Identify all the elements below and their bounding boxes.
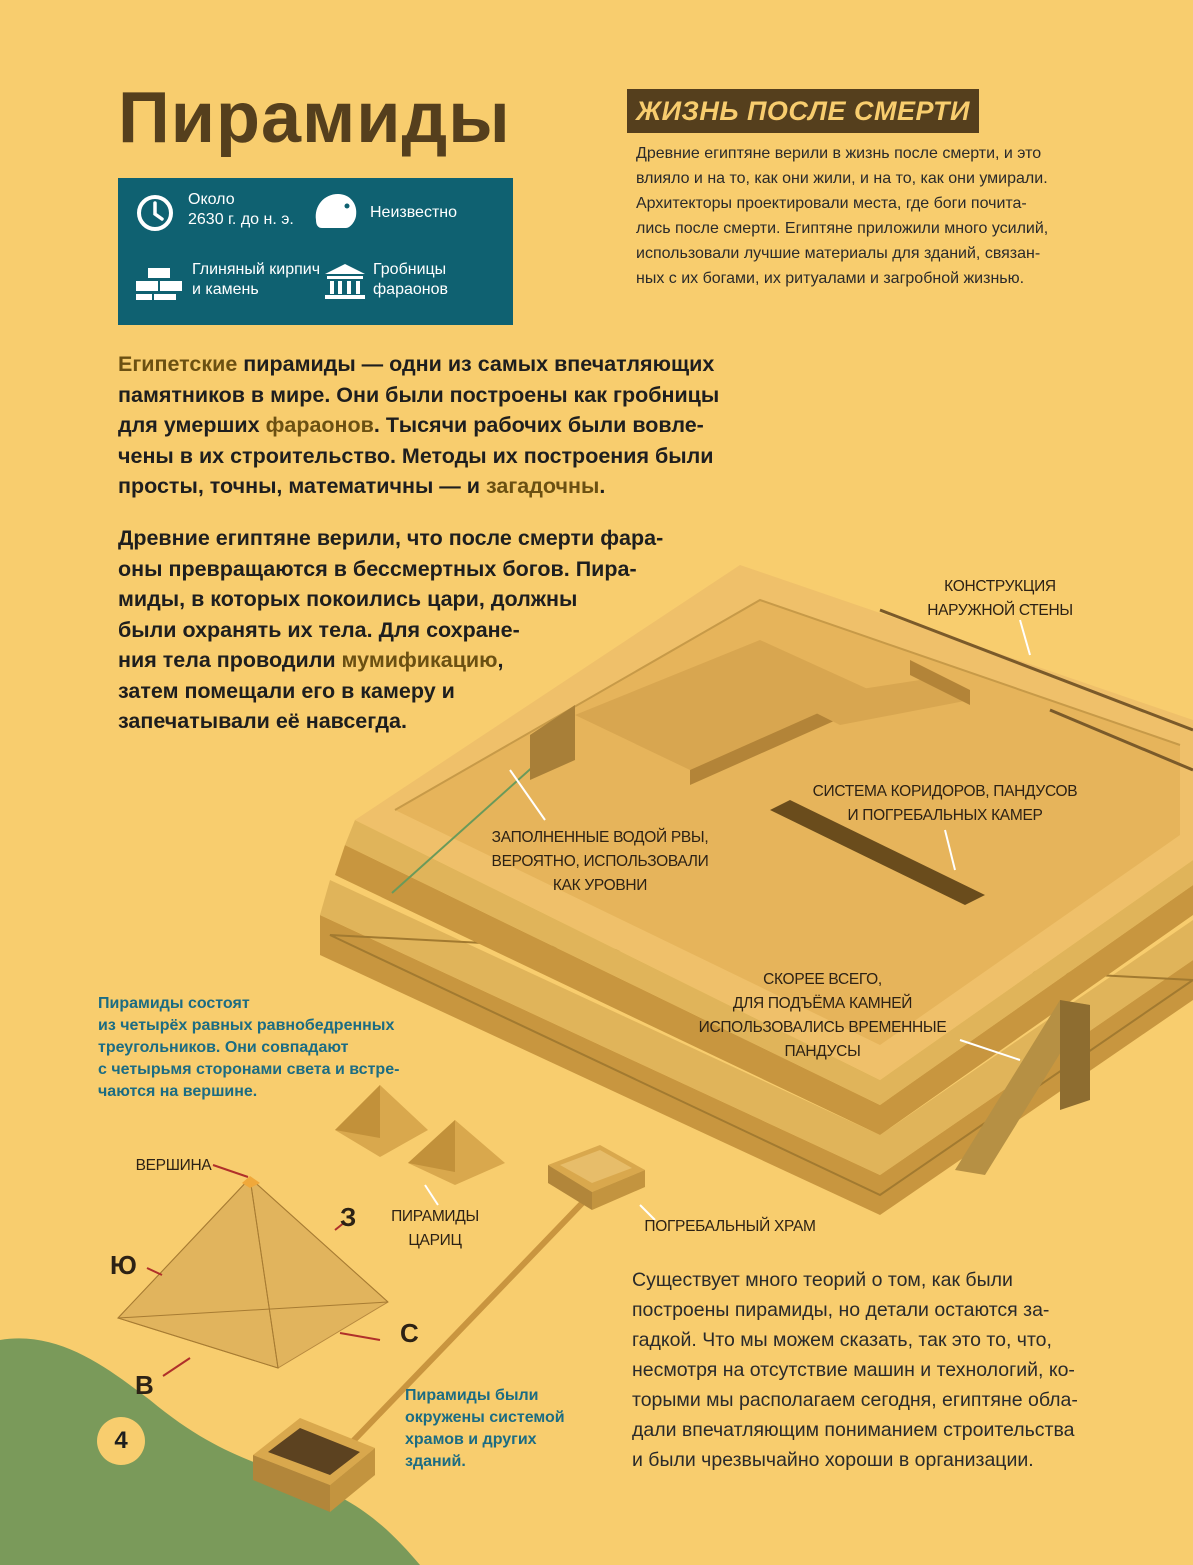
page-number: 4 [97,1417,145,1465]
afterlife-paragraph: Древние египтяне верили в жизнь после смерти, и это влияло и на то, как они жили, и на то, как они умирали. Архитекторы проектировали места, где боги почита- лись после смерти. Египтяне приложили много усилий, использовали лучшие материалы для зданий, связан- ных с их богами, их ритуалами и загробной жизнью. [636,145,1049,287]
keyword-egyptian: Египетские [118,352,238,376]
intro2-text-b: , затем помещали его в камеру и запечатывали её навсегда. [118,648,504,733]
queens-pyramids [335,1085,505,1205]
intro2-text-a: Древние египтяне верили, что после смерти фара- оны превращаются в бессмертных богов. Пира- миды, в которых покоились цари, должны были охранять их тела. Для сохране- ния тела проводили [118,526,664,672]
keyword-mysterious: загадочны [485,474,600,498]
info-box [118,178,513,325]
unknown-person-icon [310,190,360,236]
note-temples: Пирамиды были окружены системой храмов и других зданий. [405,1387,565,1470]
keyword-mummification: мумификацию [341,648,498,672]
afterlife-heading: ЖИЗНЬ ПОСЛЕ СМЕРТИ [627,89,979,133]
clock-icon [136,194,174,232]
afterlife-text [636,141,1106,291]
direction-east: В [135,1370,154,1400]
temple-icon [325,264,365,300]
purpose-text: Гробницы фараонов [373,261,448,298]
keyword-pharaohs: фараонов [265,413,374,437]
direction-west: З [340,1202,357,1232]
label-outer-wall: КОНСТРУКЦИЯ НАРУЖНОЙ СТЕНЫ [927,578,1073,619]
direction-south: Ю [110,1250,137,1280]
author-text: Неизвестно [370,204,458,221]
material-text: Глиняный кирпич и камень [192,261,321,298]
label-queens-pyramids: ПИРАМИДЫ ЦАРИЦ [391,1208,479,1249]
bricks-icon [136,268,182,300]
label-funerary-temple: ПОГРЕБАЛЬНЫЙ ХРАМ [644,1218,816,1235]
label-apex: ВЕРШИНА [135,1157,212,1174]
date-text: Около 2630 г. до н. э. [188,191,294,228]
label-moats: ЗАПОЛНЕННЫЕ ВОДОЙ РВЫ, ВЕРОЯТНО, ИСПОЛЬЗОВАЛИ КАК УРОВНИ [491,829,709,894]
theories-paragraph: Существует много теорий о том, как были построены пирамиды, но детали остаются за- гадкой. Что мы можем сказать, так это то, что, несмотря на отсутствие машин и технологий, ко- торыми мы располагаем сегодня, египтяне обла- дали впечатляющим пониманием строительства и были чрезвычайно хороши в организации. [632,1269,1078,1471]
page-title: Пирамиды [118,78,511,158]
note-triangles: Пирамиды состоят из четырёх равных равнобедренных треугольников. Они совпадают с четырьмя сторонами света и встре- чаются на вершине. [98,995,400,1100]
intro-text-c: . [599,474,606,498]
intro-paragraph-2 [118,523,718,737]
intro-text-a: пирамиды — одни из самых впечатляющих памятников в мире. Они были построены как гробницы для умерших [118,352,720,437]
direction-pyramid-diagram [118,1165,388,1376]
label-corridors: СИСТЕМА КОРИДОРОВ, ПАНДУСОВ И ПОГРЕБАЛЬНЫХ КАМЕР [812,783,1078,824]
label-ramps: СКОРЕЕ ВСЕГО, ДЛЯ ПОДЪЁМА КАМНЕЙ ИСПОЛЬЗОВАЛИСЬ ВРЕМЕННЫЕ ПАНДУСЫ [698,971,947,1060]
intro-text-b: . Тысячи рабочих были вовле- чены в их строительство. Методы их построения были просты, точны, математичны — и [118,413,714,498]
intro-paragraph-1 [118,349,798,502]
direction-north: С [400,1318,419,1348]
